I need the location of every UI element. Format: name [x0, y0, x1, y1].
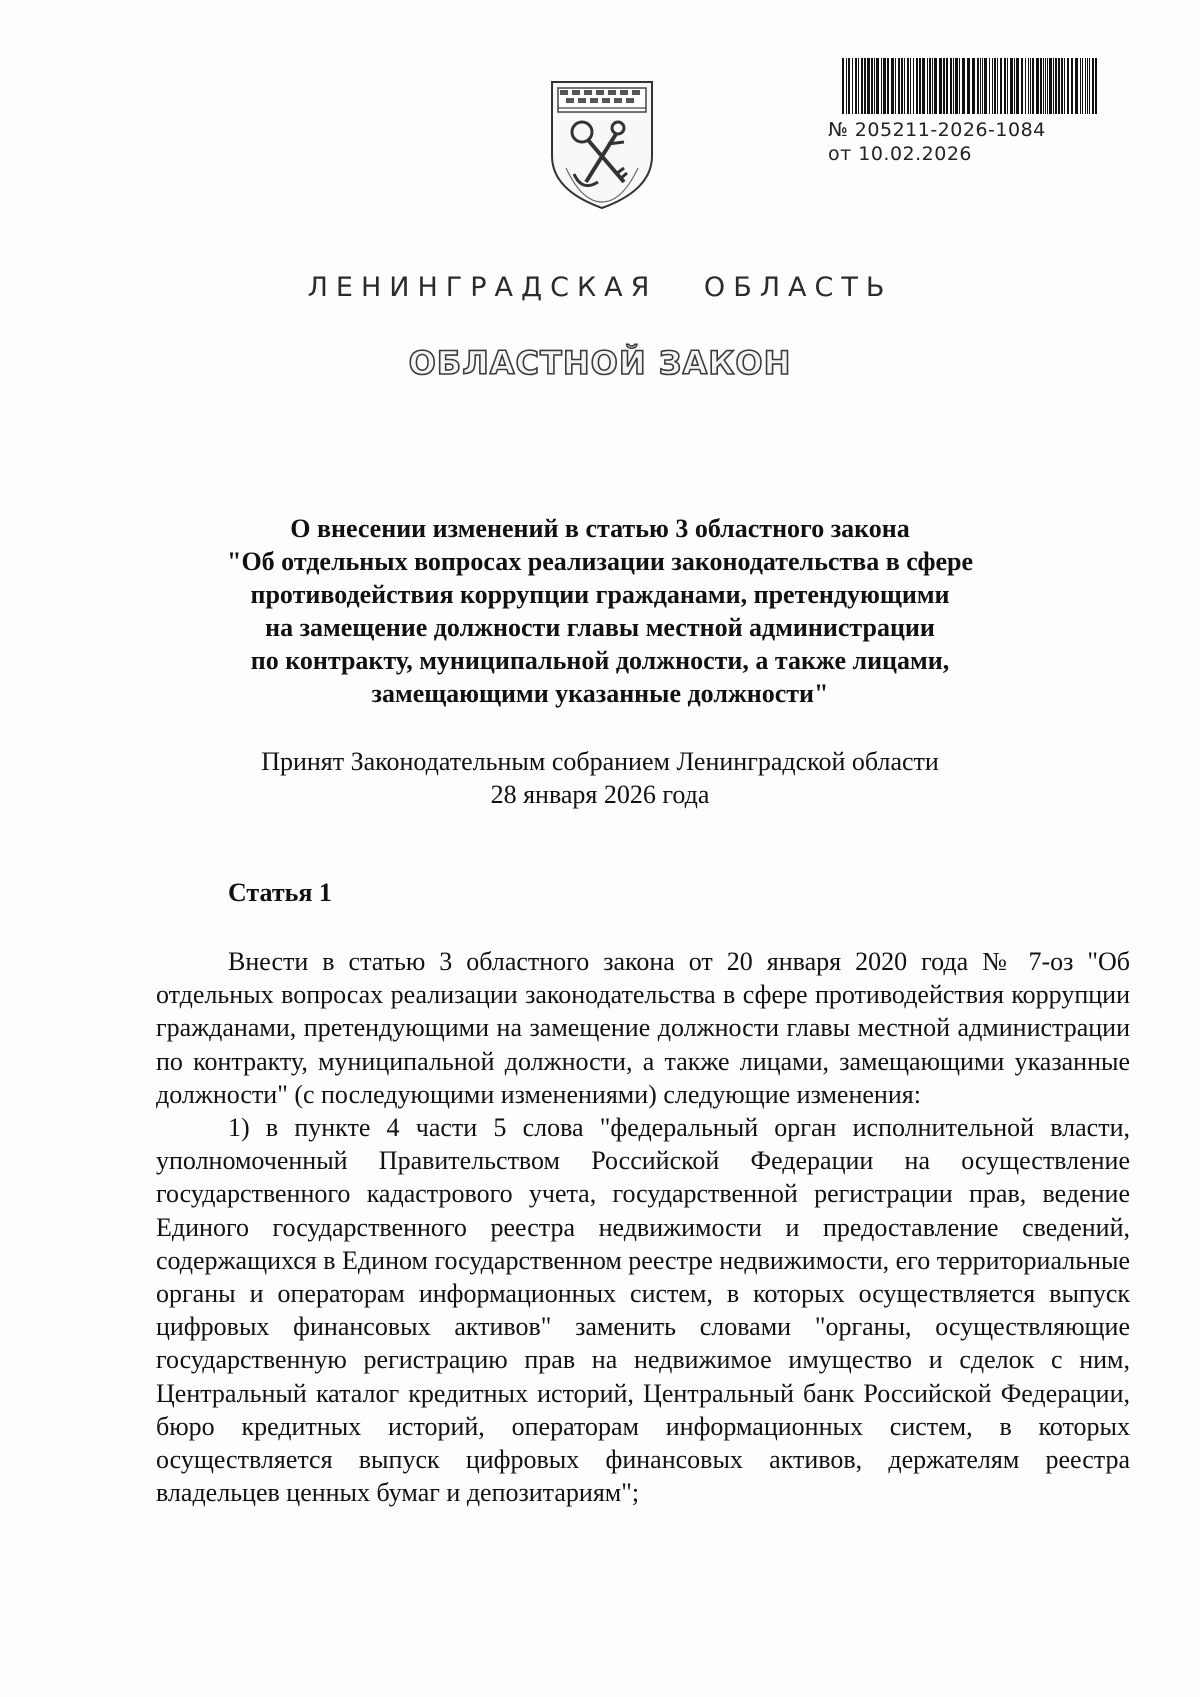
- registration-stamp: [828, 58, 1108, 166]
- barcode-bar: [907, 58, 909, 114]
- law-title-line: О внесении изменений в статью 3 областного закона: [290, 514, 910, 543]
- law-title-line: замещающими указанные должности": [371, 679, 829, 708]
- barcode-bar: [876, 58, 879, 114]
- barcode-bar: [927, 58, 928, 114]
- barcode-bar: [916, 58, 918, 114]
- adoption-date: 28 января 2026 года: [490, 780, 710, 809]
- barcode-bar: [946, 58, 948, 114]
- registration-date: от 10.02.2026: [828, 143, 973, 165]
- barcode-bar: [867, 58, 870, 114]
- barcode-bar: [932, 58, 933, 114]
- barcode-bar: [1082, 58, 1083, 114]
- barcode-bar: [871, 58, 873, 114]
- barcode-bar: [1080, 58, 1081, 114]
- article-body: [156, 945, 1130, 1509]
- barcode-bar: [1040, 58, 1042, 114]
- barcode-bar: [1095, 58, 1097, 114]
- barcode-bar: [943, 58, 945, 114]
- barcode-bar: [910, 58, 911, 114]
- barcode-bar: [1067, 58, 1069, 114]
- barcode-bar: [855, 58, 857, 114]
- barcode-bar: [904, 58, 905, 114]
- barcode-bar: [919, 58, 921, 114]
- barcode-bar: [1049, 58, 1052, 114]
- barcode-bar: [913, 58, 914, 114]
- barcode-bar: [846, 58, 847, 114]
- barcode-bar: [950, 58, 952, 114]
- barcode-bar: [989, 58, 990, 114]
- barcode-bar: [1036, 58, 1039, 114]
- barcode-bar: [1025, 58, 1026, 114]
- barcode-bar: [959, 58, 960, 114]
- barcode-bar: [992, 58, 993, 114]
- barcode-bar: [901, 58, 903, 114]
- barcode-bar: [858, 58, 859, 114]
- barcode-bar: [1014, 58, 1015, 114]
- barcode-bar: [939, 58, 942, 114]
- barcode-bar: [1071, 58, 1073, 114]
- barcode-bar: [1089, 58, 1090, 114]
- barcode-bar: [848, 58, 850, 114]
- barcode: [840, 58, 1100, 114]
- barcode-bar: [955, 58, 958, 114]
- barcode-bar: [962, 58, 965, 114]
- barcode-bar: [972, 58, 975, 114]
- region-title: ЛЕНИНГРАДСКАЯ ОБЛАСТЬ: [307, 272, 893, 303]
- barcode-bar: [1000, 58, 1002, 114]
- article-paragraph: 1) в пункте 4 части 5 слова "федеральный орган исполнительной власти, уполномоченный Правительством Российской Федерации на осуществление государственного кадастрового учета, государственной регистрации прав, ведение Единого государственного реестра недвижимости и предоставление сведений, содержащихся в Едином государственном реестре недвижимости, его территориальные органы и операторам информационных систем, в которых осуществляется выпуск цифровых финансовых активов" заменить словами "органы, осуществляющие государственную регистрацию прав на недвижимое имущество и сделок с ним, Центральный каталог кредитных историй, Центральный банк Российской Федерации, бюро кредитных историй, операторам информационных систем, в которых осуществляется выпуск цифровых финансовых активов, держателям реестра владельцев ценных бумаг и депозитариям";: [156, 1113, 1130, 1508]
- barcode-bar: [1045, 58, 1046, 114]
- barcode-bar: [953, 58, 954, 114]
- barcode-bar: [1075, 58, 1078, 114]
- barcode-bar: [891, 58, 894, 114]
- barcode-bar: [1055, 58, 1057, 114]
- barcode-bar: [1058, 58, 1060, 114]
- barcode-bar: [874, 58, 875, 114]
- barcode-bar: [842, 58, 844, 114]
- barcode-bar: [967, 58, 970, 114]
- barcode-bar: [934, 58, 937, 114]
- barcode-bar: [977, 58, 979, 114]
- barcode-bar: [895, 58, 896, 114]
- barcode-bar: [852, 58, 853, 114]
- barcode-bar: [980, 58, 981, 114]
- registration-number: № 205211-2026-1084: [828, 119, 1046, 141]
- barcode-bar: [887, 58, 889, 114]
- adoption-line: Принят Законодательным собранием Ленинградской области: [261, 747, 939, 776]
- barcode-bar: [1061, 58, 1063, 114]
- barcode-bar: [1053, 58, 1054, 114]
- barcode-bar: [1047, 58, 1048, 114]
- barcode-bar: [1030, 58, 1031, 114]
- law-title-line: по контракту, муниципальной должности, а также лицами,: [250, 646, 950, 675]
- article-paragraph: Внести в статью 3 областного закона от 20 января 2020 года № 7-оз "Об отдельных вопросах реализации законодательства в сфере противодействия коррупции гражданами, претендующими на замещение должности главы местной администрации по контракту, муниципальной должности, а также лицами, замещающими указанные должности" (с последующими изменениями) следующие изменения:: [156, 947, 1130, 1109]
- barcode-bar: [1087, 58, 1088, 114]
- barcode-bar: [922, 58, 925, 114]
- law-type-heading: ОБЛАСТНОЙ ЗАКОН: [408, 344, 792, 382]
- barcode-bar: [929, 58, 931, 114]
- barcode-bar: [997, 58, 998, 114]
- barcode-bar: [994, 58, 996, 114]
- barcode-bar: [1043, 58, 1044, 114]
- barcode-bar: [861, 58, 863, 114]
- barcode-bar: [883, 58, 886, 114]
- barcode-bar: [984, 58, 987, 114]
- barcode-bar: [1064, 58, 1065, 114]
- barcode-bar: [1092, 58, 1094, 114]
- barcode-bar: [1032, 58, 1034, 114]
- adoption-note: [150, 745, 1050, 811]
- barcode-bar: [898, 58, 900, 114]
- barcode-bar: [1016, 58, 1019, 114]
- law-title: [150, 512, 1050, 710]
- law-title-line: противодействия коррупции гражданами, претендующими: [250, 580, 950, 609]
- law-title-line: на замещение должности главы местной администрации: [265, 613, 935, 642]
- barcode-bar: [982, 58, 983, 114]
- barcode-bar: [1010, 58, 1013, 114]
- barcode-bar: [1028, 58, 1029, 114]
- barcode-bar: [881, 58, 882, 114]
- barcode-bar: [864, 58, 866, 114]
- barcode-bar: [1004, 58, 1006, 114]
- law-title-line: "Об отдельных вопросах реализации законодательства в сфере: [227, 547, 973, 576]
- barcode-bar: [1007, 58, 1008, 114]
- barcode-bar: [1085, 58, 1086, 114]
- article-heading: Статья 1: [228, 878, 332, 907]
- coat-of-arms-emblem: [546, 78, 658, 212]
- barcode-bar: [1021, 58, 1023, 114]
